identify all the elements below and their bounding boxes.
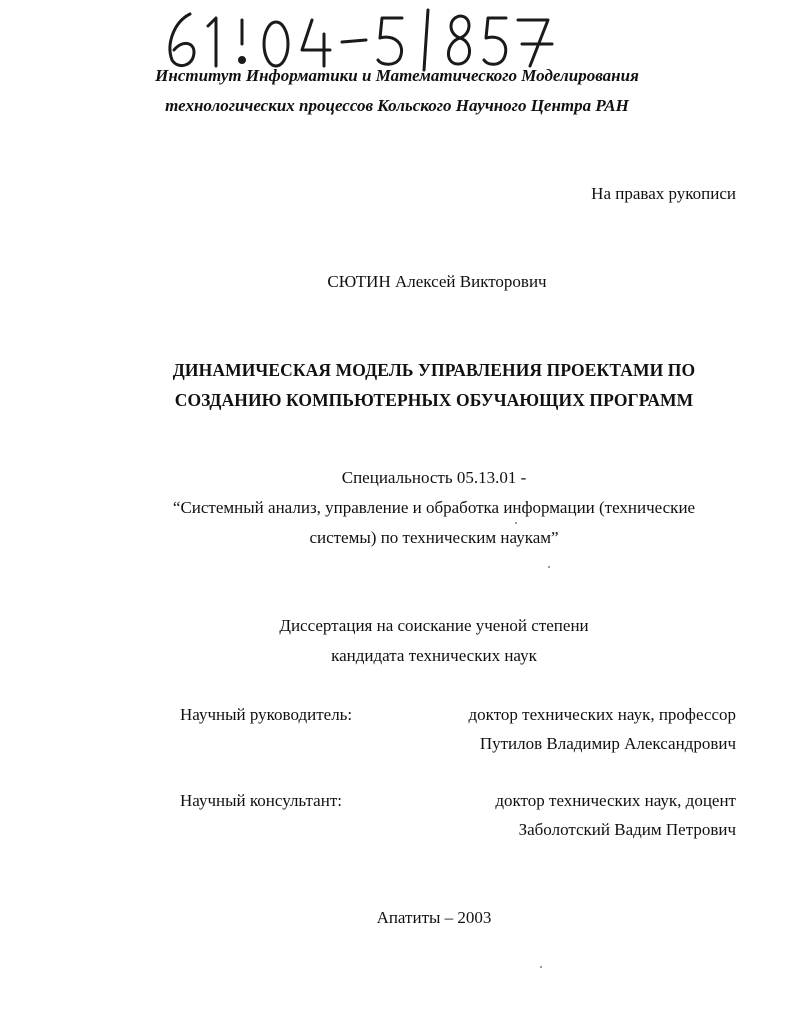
handwritten-catalog-number [160,4,580,72]
consultant-label: Научный консультант: [180,791,342,810]
consultant-name: Заболотский Вадим Петрович [518,820,736,839]
specialty-code: Специальность 05.13.01 - [341,468,527,487]
dissertation-title-line-2: СОЗДАНИЮ КОМПЬЮТЕРНЫХ ОБУЧАЮЩИХ ПРОГРАММ [174,390,694,410]
scan-speck [540,966,542,968]
scan-speck [548,566,550,568]
consultant-title: доктор технических наук, доцент [495,791,736,810]
dissertation-title-line-1: ДИНАМИЧЕСКАЯ МОДЕЛЬ УПРАВЛЕНИЯ ПРОЕКТАМИ ПО [172,360,696,380]
author-name: СЮТИН Алексей Викторович [327,272,547,291]
institute-line-2: технологических процессов Кольского Научного Центра РАН [165,96,629,115]
degree-line-1: Диссертация на соискание ученой степени [279,616,589,635]
manuscript-rights-note: На правах рукописи [591,184,736,203]
specialty-name-line-2: системы) по техническим наукам” [309,528,559,547]
degree-line-2: кандидата технических наук [331,646,537,665]
specialty-name-line-1: “Системный анализ, управление и обработка информации (технические [172,498,696,517]
supervisor-name: Путилов Владимир Александрович [479,734,736,753]
supervisor-title: доктор технических наук, профессор [468,705,736,724]
place-and-year: Апатиты – 2003 [376,908,492,927]
supervisor-label: Научный руководитель: [180,705,353,724]
scan-speck [515,522,517,524]
institute-line-1: Институт Информатики и Математического Моделирования [155,66,639,85]
